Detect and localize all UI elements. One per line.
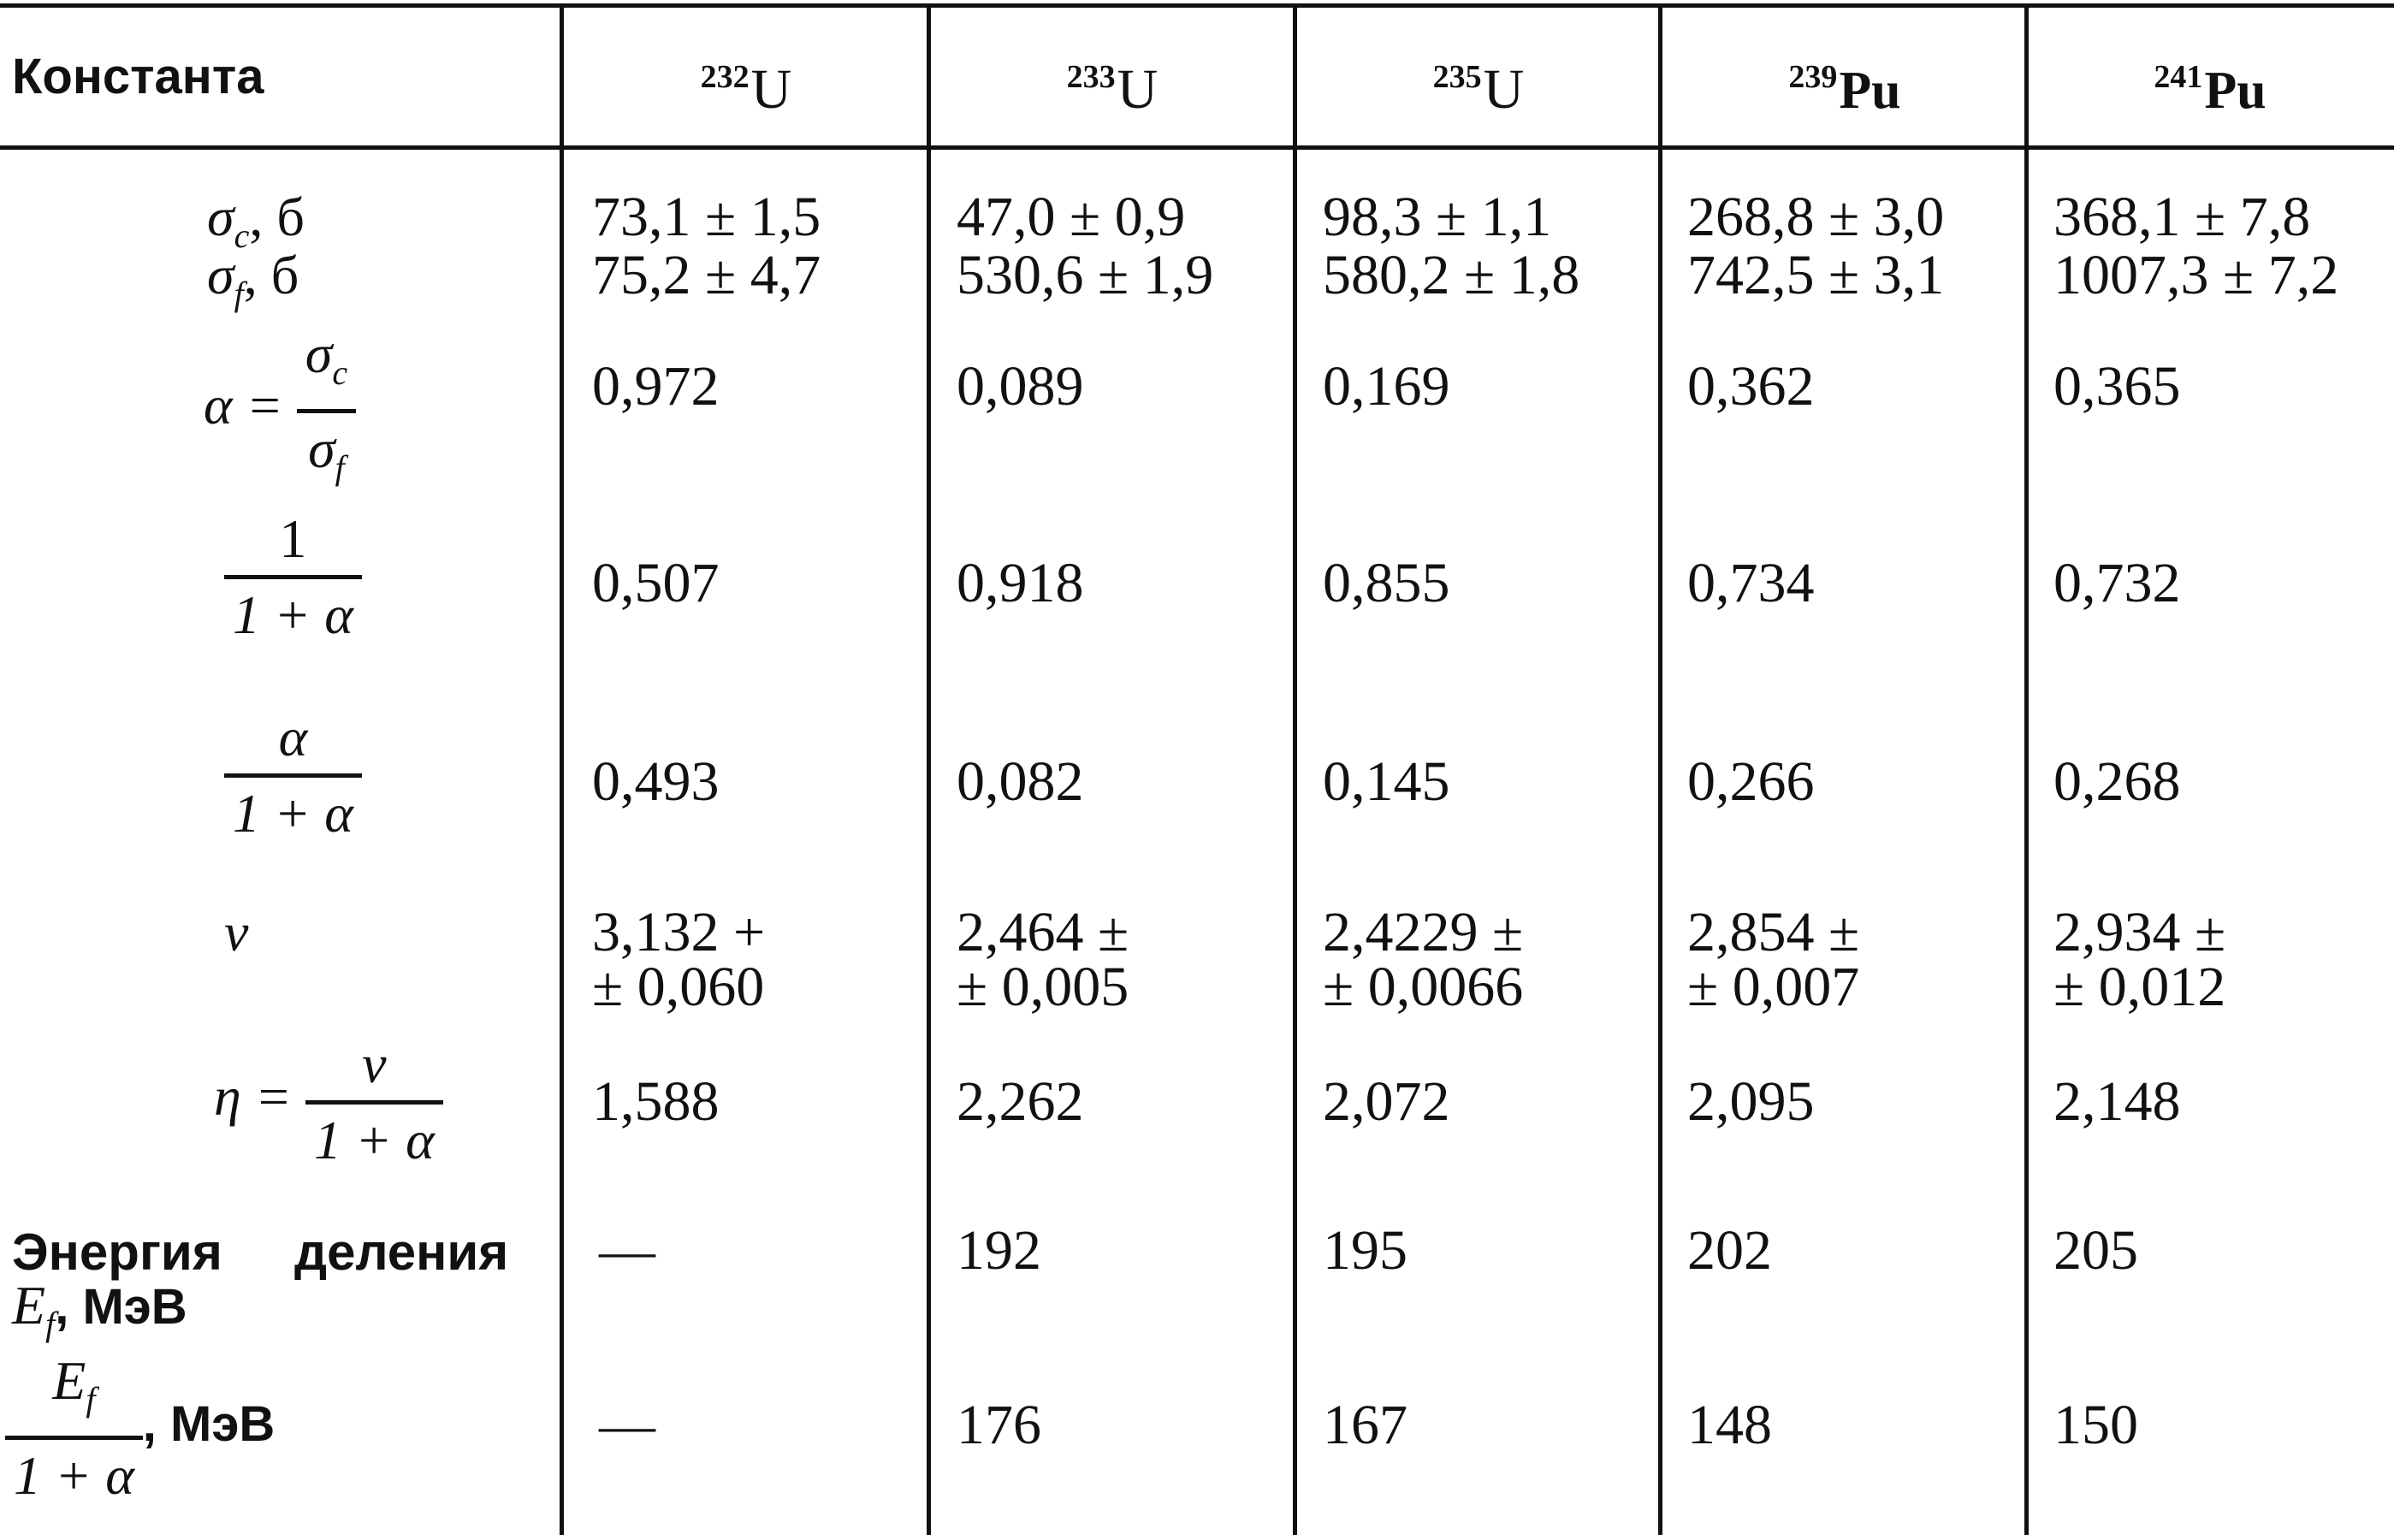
column-divider-4 — [1658, 3, 1662, 1535]
header-pu241 — [2030, 43, 2390, 125]
cell-energy-u232: — — [599, 1219, 655, 1282]
isotope-mass: 235 — [1432, 59, 1482, 95]
cell-ef-u233: 176 — [957, 1394, 1041, 1456]
cell-alpha-u232: 0,972 — [592, 355, 720, 418]
cell-ratio-pu239: 0,266 — [1687, 750, 1815, 813]
fraction-numerator: 1 — [224, 512, 362, 579]
alpha-lhs: α = — [204, 374, 283, 435]
alpha-fraction — [297, 323, 356, 495]
cell-eta-pu241: 2,148 — [2053, 1070, 2181, 1133]
label-alpha — [204, 323, 356, 495]
cell-sigma-f-u235: 580,2 ± 1,8 — [1323, 244, 1580, 306]
column-divider-5 — [2024, 3, 2029, 1535]
cell-nu-pu239 — [1687, 901, 1860, 1018]
isotope-mass: 232 — [700, 59, 750, 95]
cell-eta-u235: 2,072 — [1323, 1070, 1450, 1133]
sigma-symbol: σ — [308, 418, 335, 479]
fraction-denominator: 1 + α — [233, 584, 353, 645]
cell-inv-u232: 0,507 — [592, 552, 720, 614]
fraction-numerator: α — [224, 710, 362, 778]
column-divider-1 — [560, 3, 564, 1535]
energy-unit: , МэВ — [55, 1279, 187, 1335]
header-u233 — [933, 43, 1292, 125]
cell-sigma-c-pu239: 268,8 ± 3,0 — [1687, 186, 1945, 248]
isotope-element: U — [1117, 58, 1158, 121]
cell-inv-u235: 0,855 — [1323, 552, 1450, 614]
ratio-fraction — [224, 707, 362, 844]
sigma-symbol: σ — [305, 323, 333, 384]
energy-subscript: f — [45, 1304, 56, 1343]
cell-ef-pu241: 150 — [2053, 1394, 2138, 1456]
cell-ratio-u232: 0,493 — [592, 750, 720, 813]
cell-sigma-f-pu239: 742,5 ± 3,1 — [1687, 244, 1945, 306]
label-eta — [214, 1034, 443, 1170]
label-energy-line1a: Энергия — [12, 1223, 222, 1281]
cell-nu-u232 — [592, 901, 766, 1018]
cell-inv-u233: 0,918 — [957, 552, 1084, 614]
nu-value: 2,4229 ± — [1323, 901, 1524, 963]
cell-eta-pu239: 2,095 — [1687, 1070, 1815, 1133]
cell-energy-u233: 192 — [957, 1219, 1041, 1282]
nu-uncertainty: ± 0,0066 — [1323, 956, 1524, 1018]
label-ratio — [224, 707, 362, 844]
cell-energy-pu241: 205 — [2053, 1219, 2138, 1282]
isotope-mass: 241 — [2154, 59, 2203, 95]
eta-lhs: η = — [214, 1066, 292, 1128]
header-pu239 — [1665, 43, 2024, 125]
column-divider-2 — [927, 3, 931, 1535]
label-energy-line2 — [12, 1275, 187, 1352]
label-nu: ν — [224, 902, 249, 962]
nu-value: 2,934 ± — [2053, 901, 2226, 963]
isotope-element: U — [750, 58, 792, 121]
cell-ratio-u235: 0,145 — [1323, 750, 1450, 813]
fraction-denominator: 1 + α — [233, 783, 353, 844]
cell-sigma-c-u235: 98,3 ± 1,1 — [1323, 186, 1552, 248]
sigma-symbol: σ — [207, 245, 234, 305]
fraction-denominator: 1 + α — [14, 1444, 134, 1506]
cell-alpha-u233: 0,089 — [957, 355, 1084, 418]
cell-eta-u232: 1,588 — [592, 1070, 720, 1133]
eta-fraction — [305, 1034, 443, 1170]
ef-unit: , МэВ — [142, 1396, 276, 1453]
label-energy-line1b: деления — [294, 1223, 509, 1281]
cell-inv-pu239: 0,734 — [1687, 552, 1815, 614]
energy-symbol: E — [52, 1350, 86, 1411]
isotope-mass: 239 — [1788, 59, 1838, 95]
header-u232 — [566, 43, 926, 125]
cell-sigma-f-pu241: 1007,3 ± 7,2 — [2053, 244, 2339, 306]
cell-energy-u235: 195 — [1323, 1219, 1407, 1282]
isotope-element: U — [1483, 58, 1525, 121]
nu-uncertainty: ± 0,012 — [2053, 956, 2226, 1018]
cell-nu-u233 — [957, 901, 1129, 1018]
fraction-numerator — [5, 1350, 143, 1440]
cell-ef-u235: 167 — [1323, 1394, 1407, 1456]
fraction-denominator: 1 + α — [313, 1110, 435, 1170]
sigma-unit: , б — [243, 245, 299, 305]
sigma-symbol: σ — [207, 187, 234, 247]
cell-alpha-pu241: 0,365 — [2053, 355, 2181, 418]
label-ef-per-alpha — [5, 1350, 276, 1506]
header-bottom-rule — [0, 145, 2394, 150]
cell-energy-pu239: 202 — [1687, 1219, 1772, 1282]
fraction-denominator — [297, 413, 356, 495]
cell-alpha-u235: 0,169 — [1323, 355, 1450, 418]
nu-value: 2,854 ± — [1687, 901, 1860, 963]
sigma-unit: , б — [249, 187, 305, 247]
cell-nu-u235 — [1323, 901, 1524, 1018]
header-u235 — [1299, 43, 1658, 125]
nu-value: 2,464 ± — [957, 901, 1129, 963]
energy-subscript: f — [86, 1379, 96, 1419]
table-top-rule — [0, 3, 2394, 8]
ef-fraction — [5, 1350, 143, 1506]
cell-nu-pu241 — [2053, 901, 2226, 1018]
sigma-subscript: f — [234, 274, 244, 313]
cell-ratio-u233: 0,082 — [957, 750, 1084, 813]
cell-sigma-c-pu241: 368,1 ± 7,8 — [2053, 186, 2311, 248]
cell-sigma-f-u233: 530,6 ± 1,9 — [957, 244, 1214, 306]
cell-sigma-c-u233: 47,0 ± 0,9 — [957, 186, 1186, 248]
sigma-subscript: f — [335, 447, 345, 487]
sigma-subscript: c — [332, 352, 348, 392]
isotope-mass: 233 — [1066, 59, 1116, 95]
cell-ratio-pu241: 0,268 — [2053, 750, 2181, 813]
sigma-subscript: c — [234, 216, 250, 255]
nu-uncertainty: ± 0,060 — [592, 956, 765, 1018]
cell-inv-pu241: 0,732 — [2053, 552, 2181, 614]
inverse-fraction — [224, 508, 362, 645]
cell-alpha-pu239: 0,362 — [1687, 355, 1815, 418]
isotope-element: Pu — [1839, 62, 1901, 120]
nu-value: 3,132 + — [592, 901, 766, 963]
energy-symbol: E — [12, 1275, 46, 1336]
nu-uncertainty: ± 0,007 — [1687, 956, 1860, 1018]
fraction-numerator — [297, 323, 356, 413]
column-divider-3 — [1293, 3, 1297, 1535]
cell-ef-pu239: 148 — [1687, 1394, 1772, 1456]
fraction-numerator: ν — [305, 1037, 443, 1105]
cell-eta-u233: 2,262 — [957, 1070, 1084, 1133]
label-inverse — [224, 508, 362, 645]
label-sigma-f — [207, 245, 299, 322]
cell-sigma-f-u232: 75,2 ± 4,7 — [592, 244, 821, 306]
nu-uncertainty: ± 0,005 — [957, 956, 1129, 1018]
cell-sigma-c-u232: 73,1 ± 1,5 — [592, 186, 821, 248]
cell-ef-u232: — — [599, 1394, 655, 1456]
header-constant: Константа — [12, 49, 264, 104]
isotope-element: Pu — [2204, 62, 2267, 120]
